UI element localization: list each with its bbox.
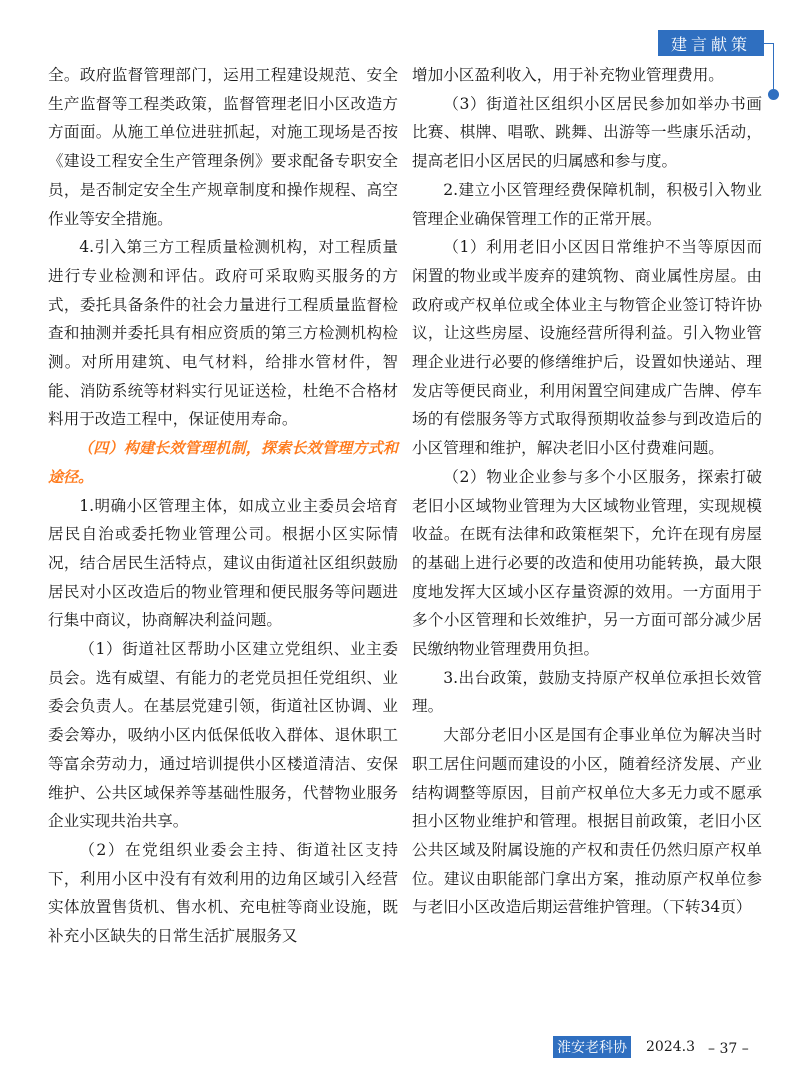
- paragraph: 2.建立小区管理经费保障机制，积极引入物业管理企业确保管理工作的正常开展。: [412, 180, 762, 228]
- paragraph: （1）利用老旧小区因日常维护不当等原因而闲置的物业或半废弃的建筑物、商业属性房屋。由政府或产权单位或全体业主与物管企业签订特许协议，让这些房屋、设施经营所得利益。引入物业管理企业进行必要的修缮维护后，设置如快递站、理发店等便民商业，利用闲置空间建成广告牌、停车场的有偿服务等方式取得预期收益参与到改造后的小区管理和维护，解决老旧小区付费难问题。: [412, 238, 762, 458]
- paragraph: （3）街道社区组织小区居民参加如举办书画比赛、棋牌、唱歌、跳舞、出游等一些康乐活动，提高老旧小区居民的归属感和参与度。: [412, 94, 762, 171]
- right-column: [412, 61, 762, 922]
- issue-number: 2024.3: [646, 1039, 695, 1055]
- page-number: – 37 –: [708, 1041, 749, 1057]
- paragraph: 大部分老旧小区是国有企事业单位为解决当时职工居住问题而建设的小区，随着经济发展、产业结构调整等原因，目前产权单位大多无力或不愿承担小区物业维护和管理。根据目前政策，老旧小区公共区域及附属设施的产权和责任仍然归原产权单位。建议由职能部门拿出方案，推动原产权单位参与老旧小区改造后期运营维护管理。（下转34页）: [412, 726, 762, 917]
- left-column: [48, 61, 398, 951]
- paragraph: 1.明确小区管理主体，如成立业主委员会培育居民自治或委托物业管理公司。根据小区实际情况，结合居民生活特点，建议由街道社区组织鼓励居民对小区改造后的物业管理和便民服务等问题进行集中商议，协商解决利益问题。: [48, 496, 398, 630]
- paragraph: 全。政府监督管理部门，运用工程建设规范、安全生产监督等工程类政策，监督管理老旧小区改造方方面面。从施工单位进驻抓起，对施工现场是否按《建设工程安全生产管理条例》要求配备专职安全员，是否制定安全生产规章制度和操作规程、高空作业等安全措施。: [48, 66, 398, 228]
- paragraph: 4.引入第三方工程质量检测机构，对工程质量进行专业检测和评估。政府可采取购买服务的方式，委托具备条件的社会力量进行工程质量监督检查和抽测并委托具有相应资质的第三方检测机构检测。对所用建筑、电气材料，给排水管材件，智能、消防系统等材料实行见证送检，杜绝不合格材料用于改造工程中，保证使用寿命。: [48, 238, 398, 429]
- section-tag: 建言献策: [658, 30, 764, 56]
- section-subheading: （四）构建长效管理机制，探索长效管理方式和途径。: [48, 439, 398, 486]
- paragraph: （2）物业企业参与多个小区服务，探索打破老旧小区域物业管理为大区域物业管理，实现规模收益。在既有法律和政策框架下，允许在现有房屋的基础上进行必要的改造和使用功能转换，最大限度地发挥大区域小区存量资源的效用。一方面用于多个小区管理和长效维护，另一方面可部分减少居民缴纳物业管理费用负担。: [412, 467, 762, 659]
- paragraph: （2）在党组织业委会主持、街道社区支持下，利用小区中没有有效利用的边角区域引入经营实体放置售货机、售水机、充电桩等商业设施，既补充小区缺失的日常生活扩展服务又: [48, 840, 398, 946]
- paragraph: 3.出台政策，鼓励支持原产权单位承担长效管理。: [412, 668, 762, 716]
- tag-dot-ornament: [768, 89, 779, 100]
- paragraph: 增加小区盈利收入，用于补充物业管理费用。: [412, 66, 724, 84]
- paragraph: （1）街道社区帮助小区建立党组织、业主委员会。选有威望、有能力的老党员担任党组织、业委会负责人。在基层党建引领，街道社区协调、业委会筹办，吸纳小区内低保低收入群体、退休职工等富余劳动力，通过培训提供小区楼道清洁、安保维护、公共区域保养等基础性服务，代替物业服务企业实现共治共享。: [48, 640, 398, 831]
- journal-name-badge: 淮安老科协: [553, 1036, 631, 1058]
- tag-connector-vertical: [773, 43, 774, 94]
